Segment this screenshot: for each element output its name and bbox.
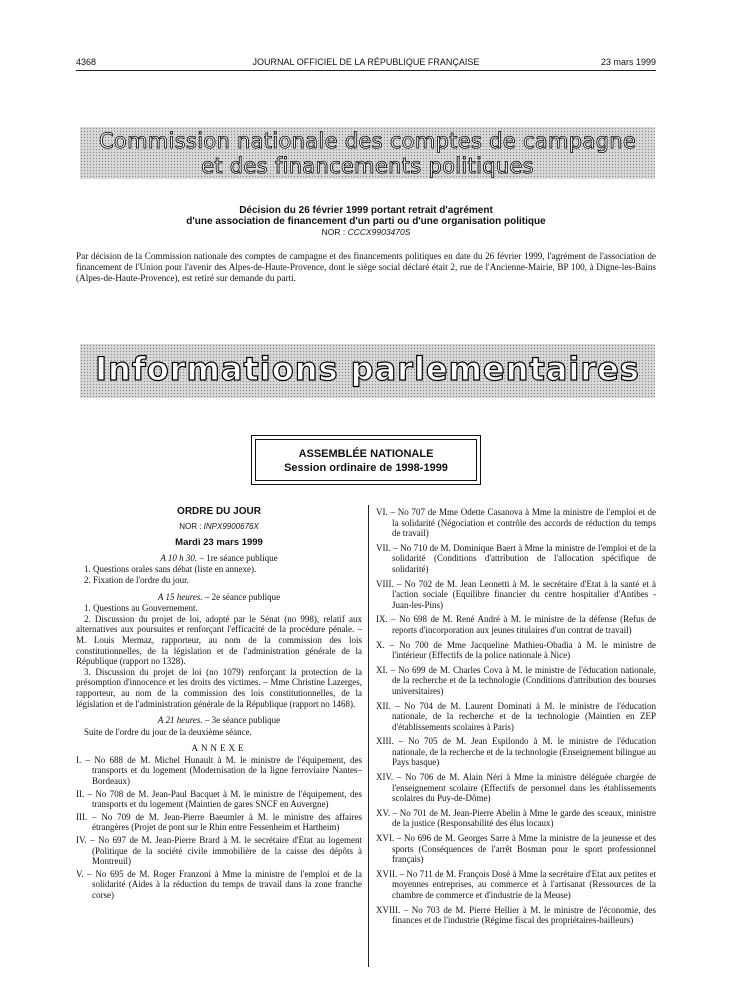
decision-title-line2: d'une association de financement d'un parti ou d'une organisation politique	[186, 216, 546, 227]
left-column	[76, 507, 362, 903]
journal-title: JOURNAL OFFICIEL DE LA RÉPUBLIQUE FRANÇAISE	[252, 57, 480, 67]
annexe-item: VIII. – No 702 de M. Jean Leonetti à M. le secrétaire d'Etat à la santé et à l'action sociale (Equilibre financier du centre hospitalier d'Antibes - Juan-les-Pins)	[376, 578, 656, 610]
page-header	[76, 57, 656, 69]
annexe-item: VI. – No 707 de Mme Odette Casanova à Mme la ministre de l'emploi et de la solidarité (Négociation et contrôle des accords de réduction du temps de travail)	[376, 507, 656, 539]
page-number: 4368	[76, 57, 97, 67]
annexe-item: I. – No 688 de M. Michel Hunault à M. le ministre de l'équipement, des transports et du logement (Modernisation de la ligne ferroviaire Nantes–Bordeaux)	[76, 754, 362, 787]
seance-1	[76, 553, 362, 564]
right-column	[376, 507, 656, 930]
commission-banner-line1: Commission nationale des comptes de campagne	[98, 129, 637, 153]
annexe-item: XVIII. – No 703 de M. Pierre Hellier à M. le ministre de l'économie, des finances et de l'industrie (Régime fiscal des propriétaires-bailleurs)	[376, 904, 656, 926]
seance-3-time: A 21 heures.	[157, 715, 203, 726]
annexe-item: IV. – No 697 de M. Jean-Pierre Brard à M. le secrétaire d'Etat au logement (Politique de la société civile immobilière de la caisse des dépôts à Montreuil)	[76, 835, 362, 867]
info-banner	[80, 344, 655, 398]
decision-heading	[76, 205, 656, 238]
annexe-title: ANNEXE	[191, 743, 247, 754]
seance-2-item: 1. Questions au Gouvernement.	[84, 603, 198, 614]
seance-2-item: 3. Discussion du projet de loi (no 1079) renforçant la protection de la présomption d'innocence et les droits des victimes. – Mme Christine Lazerges, rapporteur, au nom de la commission des lois constitutionnelles, de la législation et de l'administration générale de la République (rapport no 1468).	[76, 666, 362, 709]
ordre-nor-code: INPX9900676X	[203, 521, 259, 531]
seance-1-label: – 1re séance publique	[197, 552, 278, 563]
annexe-item: XIII. – No 705 de M. Jean Espilondo à M. le ministre de l'éducation nationale, de la recherche et de la technologie (Enseignement bilingue au Pays basque)	[376, 736, 656, 768]
annexe-item: X. – No 700 de Mme Jacqueline Mathieu-Obadia à M. le ministre de l'intérieur (Effectifs de la police nationale à Nice)	[376, 639, 656, 661]
session-title: Session ordinaire de 1998-1999	[284, 462, 448, 474]
annexe-item: XVII. – No 711 de M. François Dosé à Mme la secrétaire d'Etat aux petites et moyennes entreprises, au commerce et à l'artisanat (Ressources de la chambre de commerce et d'industrie de la Meuse)	[376, 868, 656, 900]
seance-3-text: Suite de l'ordre du jour de la deuxième séance.	[84, 726, 252, 737]
ordre-title: ORDRE DU JOUR	[177, 506, 261, 517]
seance-2-item: 2. Discussion du projet de loi, adopté par le Sénat (no 998), relatif aux alternatives aux poursuites et renforçant l'efficacité de la procédure pénale. – M. Louis Mermaz, rapporteur, au nom de la commission des lois constitutionnelles, de la législation et de l'administration générale de la République (rapport no 1328).	[76, 613, 362, 667]
issue-date: 23 mars 1999	[600, 57, 656, 67]
commission-banner-line2: et des financements politiques	[201, 154, 534, 178]
header-rule	[76, 70, 656, 71]
annexe-item: XIV. – No 706 de M. Alain Néri à Mme la ministre déléguée chargée de l'enseignement scolaire (Effectifs de personnel dans les établissements scolaires du Puy-de-Dôme)	[376, 772, 656, 804]
annexe-item: XVI. – No 696 de M. Georges Sarre à Mme la ministre de la jeunesse et des sports (Conséquences de l'arrêt Bosman pour le sport professionnel français)	[376, 833, 656, 865]
decision-title-line1: Décision du 26 février 1999 portant retrait d'agrément	[239, 205, 493, 216]
decision-text: Par décision de la Commission nationale des comptes de campagne et des financements politiques en date du 26 février 1999, l'agrément de l'association de financement de l'Union pour l'avenir des Alpes-de-Haute-Provence, dont le siège social déclaré était 2, rue de l'Ancienne-Mairie, BP 100, à Digne-les-Bains (Alpes-de-Haute-Provence), est retiré sur demande du parti.	[76, 251, 656, 283]
annexe-item: VII. – No 710 de M. Dominique Baert à Mme la ministre de l'emploi et de la solidarité (Conditions d'attribution de l'allocation spécifique de solidarité)	[376, 542, 656, 574]
info-banner-title: Informations parlementaires	[95, 350, 640, 388]
decision-nor-code: CCCX9903470S	[347, 227, 411, 237]
annexe-item: III. – No 709 de M. Jean-Pierre Baeumler à M. le ministre des affaires étrangères (Projet de pont sur le Rhin entre Fessenheim et Hartheim)	[76, 811, 362, 833]
column-divider	[368, 505, 369, 967]
seance-2-label: – 2e séance publique	[202, 591, 281, 602]
decision-nor	[76, 227, 656, 238]
commission-banner	[80, 127, 655, 179]
seance-3-label: – 3e séance publique	[202, 715, 281, 726]
annexe-item: XV. – No 701 de M. Jean-Pierre Abelin à Mme le garde des sceaux, ministre de la justice (Responsabilité des élus locaux)	[376, 807, 656, 829]
annexe-item: XII. – No 704 de M. Laurent Dominati à M. le ministre de l'éducation nationale, de la recherche et de la technologie (Maintien en ZEP d'établissements scolaires à Paris)	[376, 700, 656, 732]
assembly-box	[255, 439, 477, 481]
seance-2	[76, 592, 362, 603]
annexe-item: II. – No 708 de M. Jean-Paul Bacquet à M. le ministre de l'équipement, des transports et du logement (Maintien de gares SNCF en Auvergne)	[76, 788, 362, 810]
seance-2-time: A 15 heures.	[157, 591, 203, 602]
seance-3	[76, 715, 362, 726]
ordre-day: Mardi 23 mars 1999	[175, 537, 263, 549]
seance-1-item: 1. Questions orales sans débat (liste en annexe).	[84, 564, 257, 575]
assembly-title: ASSEMBLÉE NATIONALE	[298, 448, 434, 460]
annexe-item: V. – No 695 de M. Roger Franzoni à Mme la ministre de l'emploi et de la solidarité (Aides à la réduction du temps de travail dans la zone franche corse)	[76, 868, 362, 900]
ordre-nor	[76, 522, 362, 533]
annexe-item: IX. – No 698 de M. René André à M. le ministre de la défense (Refus de reports d'incorporation aux jeunes titulaires d'un contrat de travail)	[376, 614, 656, 635]
seance-1-item: 2. Fixation de l'ordre du jour.	[84, 574, 189, 585]
seance-1-time: A 10 h 30.	[160, 552, 198, 563]
decision-nor-label: NOR :	[321, 227, 346, 237]
annexe-item: XI. – No 699 de M. Charles Cova à M. le ministre de l'éducation nationale, de la recherche et de la technologie (Conditions d'attribution des bourses universitaires)	[376, 664, 656, 696]
ordre-nor-label: NOR :	[179, 521, 202, 531]
